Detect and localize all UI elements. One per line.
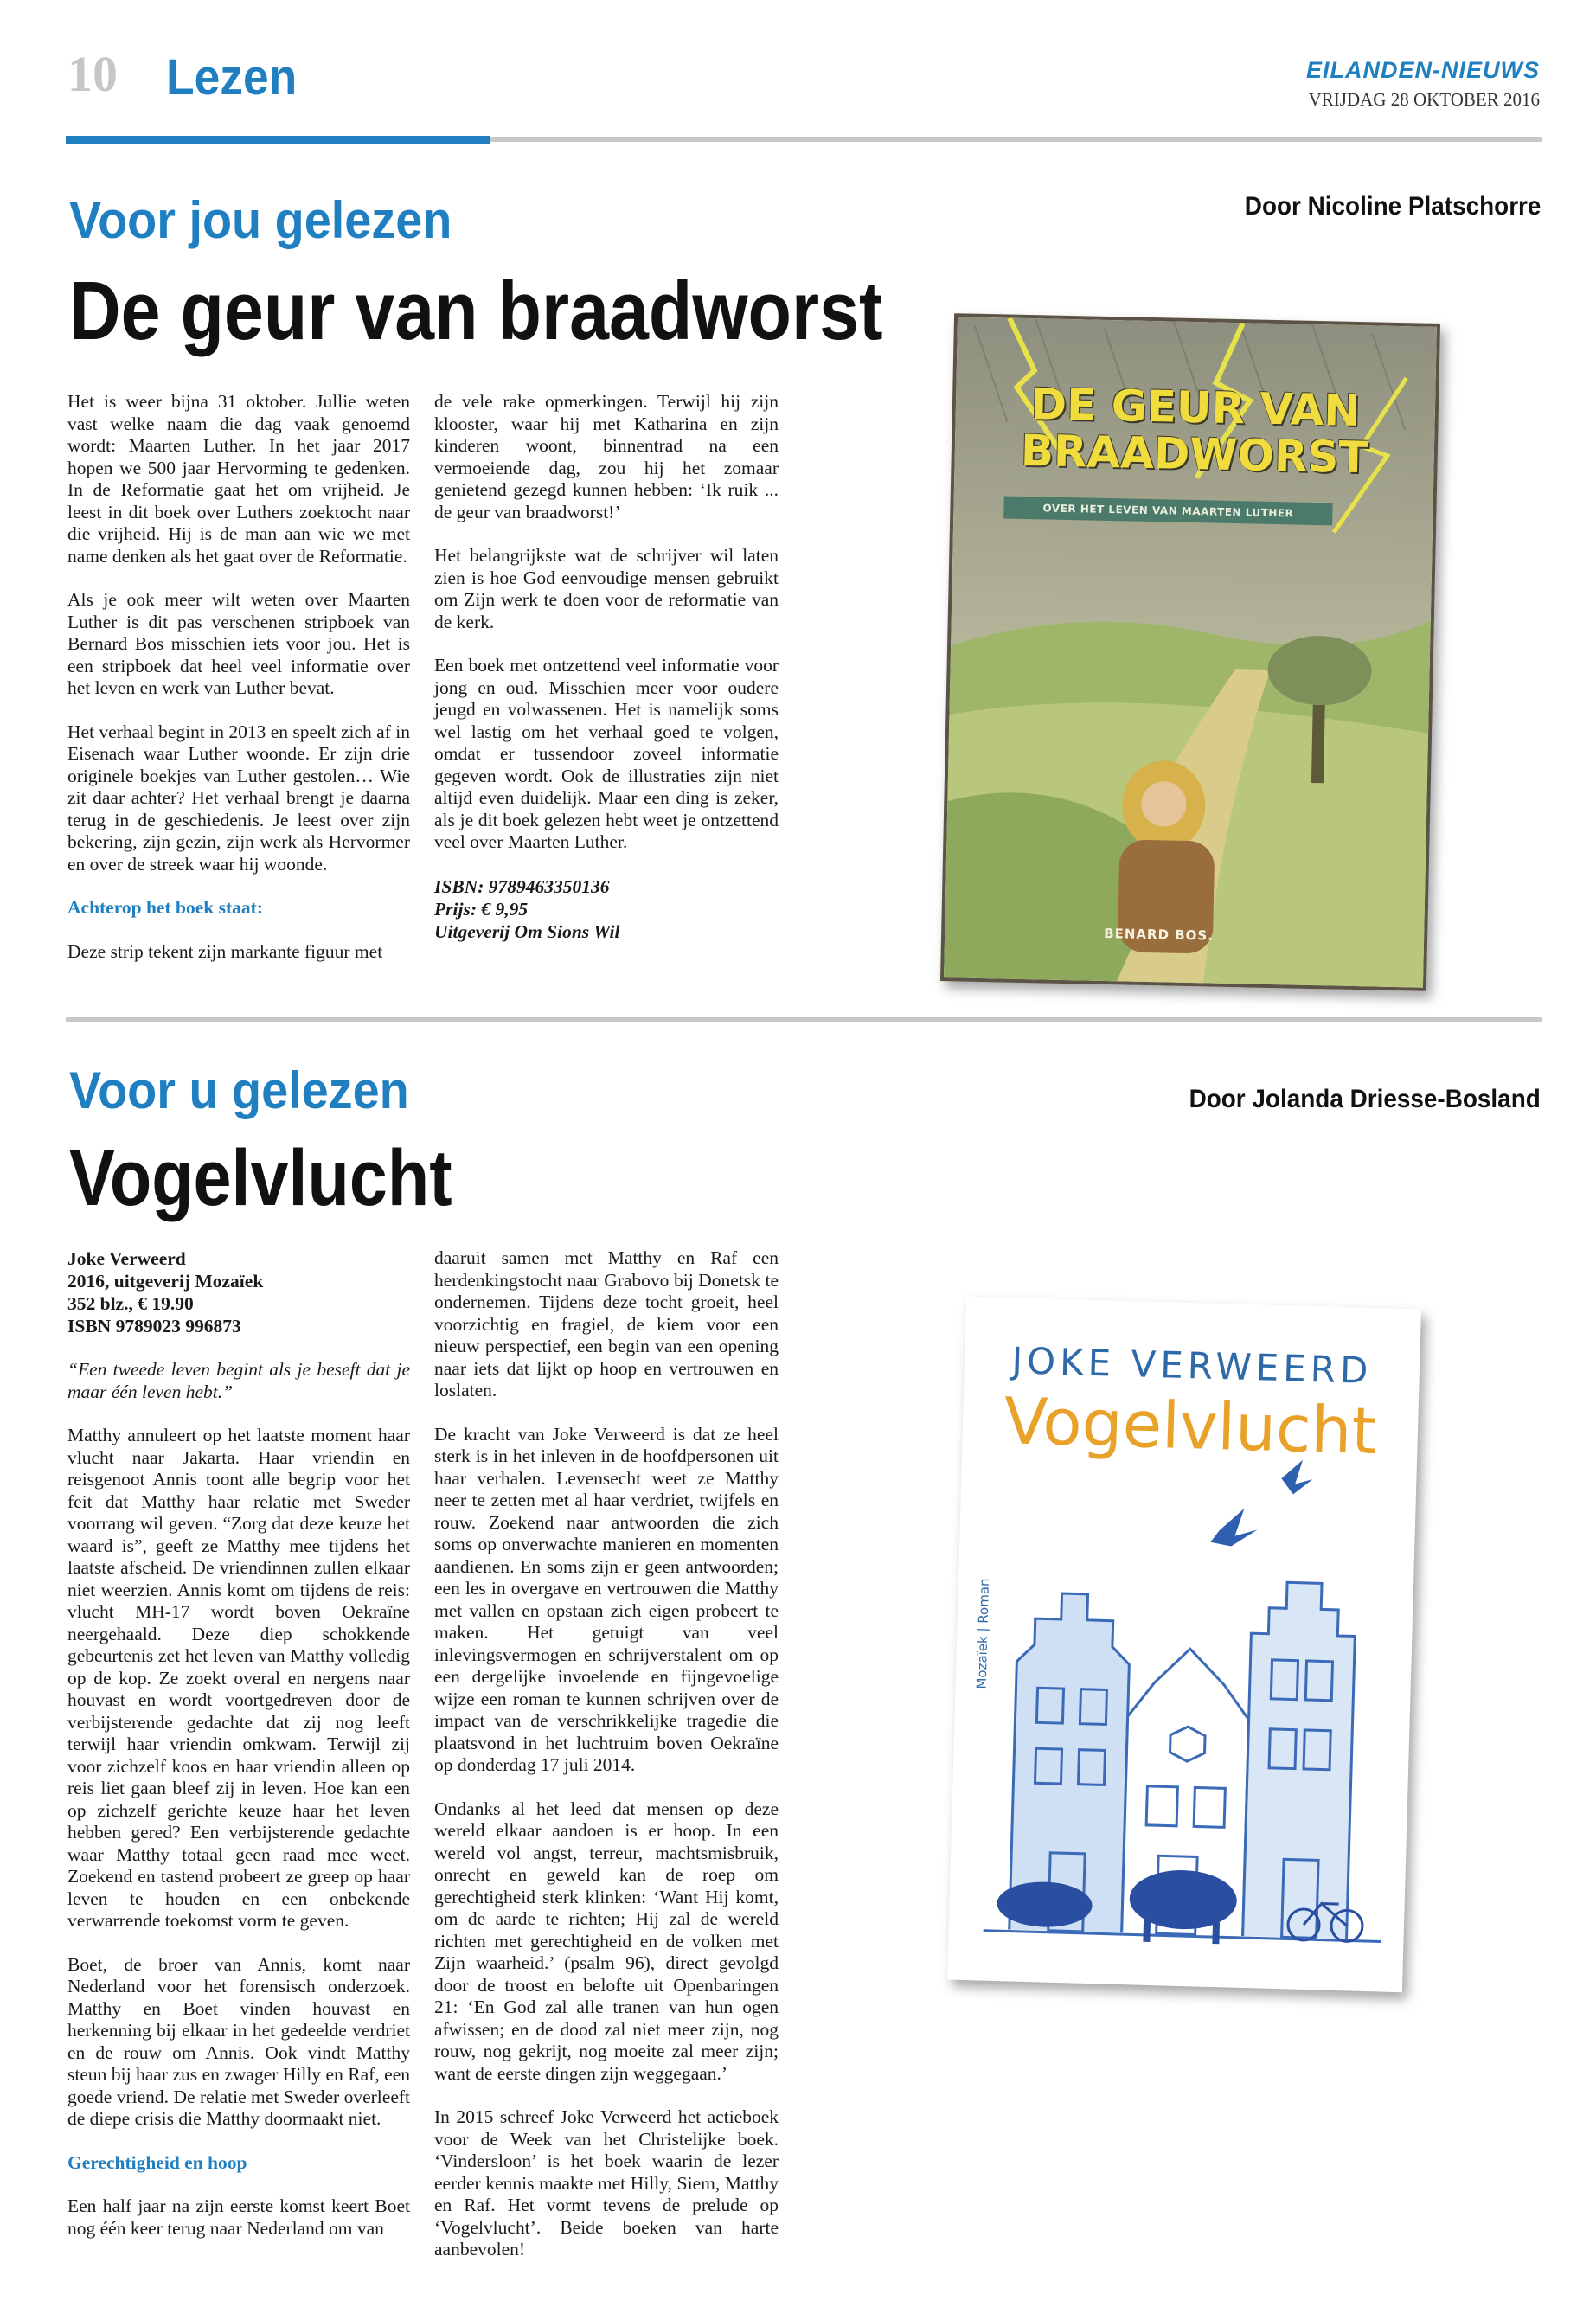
- paragraph: Als je ook meer wilt weten over Maarten Luther is dit pas verschenen stripboek van Bernard Bos misschien iets voor jou. Het is een stripboek dat heel veel informatie over het leven en werk van Luther bevat.: [67, 589, 410, 698]
- masthead-logo: EILANDEN-NIEUWS: [1306, 57, 1540, 83]
- book-quote: “Een tweede leven begint als je beseft dat je maar één leven hebt.”: [67, 1359, 410, 1402]
- book-price: Prijs: € 9,95: [434, 898, 529, 920]
- article-divider: [66, 1017, 1542, 1022]
- paragraph: Het belangrijkste wat de schrijver wil laten zien is hoe God eenvoudige mensen gebruikt om Zijn werk te doen voor de reformatie van de kerk.: [434, 545, 779, 632]
- paragraph: de vele rake opmerkingen. Terwijl hij zijn klooster, waar hij met Katharina en zijn kinderen woont, binnentrad na een vermoeiende dag, zou hij het zomaar genietend gezegd kunnen hebben: ‘Ik ruik ... de geur van braadworst!’: [434, 391, 779, 522]
- article1-column-2: [434, 391, 779, 943]
- book-author: Joke Verweerd: [67, 1248, 186, 1269]
- subheading: Gerechtigheid en hoop: [67, 2151, 247, 2173]
- paragraph: De kracht van Joke Verweerd is dat ze heel sterk is in het inleven in de hoofdpersonen uit haar verhalen. Levensecht weet ze Matthy neer te zetten met al haar verdriet, twijfels en rouw. Zoekend naar antwoorden die zich soms op onverwachte manieren en momenten aandienen. En soms zijn er geen antwoorden; een les in overgave en vertrouwen die Matthy met vallen en opstaan zich eigen probeert te maken. Het getuigt van veel inlevingsvermogen en schrijverstalent om op een dergelijke invoelende en fijngevoelige wijze een roman te kunnen schrijven over de impact van de verschrikkelijke tragedie die plaatsvond in het luchtruim boven Oekraïne op donderdag 17 juli 2014.: [434, 1423, 779, 1775]
- article2-column-1: [67, 1247, 410, 2240]
- article1-kicker: Voor jou gelezen: [69, 191, 452, 249]
- cover-title-line2: BRAADWORST: [1020, 425, 1369, 484]
- article1-byline: Door Nicoline Platschorre: [1244, 192, 1541, 221]
- article2-kicker: Voor u gelezen: [69, 1061, 409, 1119]
- paragraph: In 2015 schreef Joke Verweerd het actieboek voor de Week van het Christelijke boek. ‘Vindersloon’ is het boek waarin de lezer eerder kennis maakte met Hilly, Siem, Matthy en Raf. Het vormt tevens de prelude op ‘Vogelvlucht’. Beide boeken van harte aanbevolen!: [434, 2106, 779, 2259]
- cover-subtitle: OVER HET LEVEN VAN MAARTEN LUTHER: [1003, 496, 1332, 525]
- cover-spine-text: Mozaïek | Roman: [973, 1578, 993, 1689]
- book-isbn: ISBN 9789023 996873: [67, 1316, 241, 1336]
- section-title: Lezen: [166, 49, 298, 106]
- paragraph: Deze strip tekent zijn markante figuur met: [67, 940, 383, 962]
- book-isbn: ISBN: 9789463350136: [434, 875, 610, 897]
- header-rule-accent: [66, 136, 490, 144]
- bird-icon: [1210, 1508, 1258, 1547]
- book-publisher: 2016, uitgeverij Mozaïek: [67, 1271, 264, 1292]
- paragraph: Een half jaar na zijn eerste komst keert Boet nog één keer terug naar Nederland om van: [67, 2195, 410, 2239]
- book-cover-braadworst: [940, 313, 1440, 991]
- book-publisher: Uitgeverij Om Sions Wil: [434, 920, 620, 942]
- article2-byline: Door Jolanda Driesse-Bosland: [1189, 1085, 1541, 1113]
- bird-icon: [1281, 1459, 1313, 1495]
- book-pages-price: 352 blz., € 19.90: [67, 1293, 194, 1314]
- book-cover-vogelvlucht: [947, 1297, 1421, 1992]
- paragraph: Een boek met ontzettend veel informatie voor jong en oud. Misschien meer voor oudere jeugd en volwassenen. Het is namelijk soms wel lastig om het verhaal goed te volgen, omdat er tussendoor zoveel informatie gegeven wordt. Ook de illustraties zijn niet altijd even duidelijk. Maar een ding is zeker, als je dit boek gelezen hebt weet je ontzettend veel over Maarten Luther.: [434, 655, 779, 852]
- subheading: Achterop het boek staat:: [67, 897, 263, 918]
- paragraph: Boet, de broer van Annis, komt naar Nederland voor het forensisch onderzoek. Matthy en Boet vinden houvast en herkenning bij elkaar in het gedeelde verdriet en de rouw om Annis. Ook vindt Matthy steun bij haar zus en zwager Hilly en Raf, een goede vriend. De relatie met Sweder overleeft de diepe crisis die Matthy doormaakt niet.: [67, 1953, 410, 2129]
- article2-column-2: [434, 1247, 779, 2261]
- issue-date: VRIJDAG 28 OKTOBER 2016: [1308, 89, 1540, 110]
- page-number: 10: [67, 46, 118, 102]
- paragraph: daaruit samen met Matthy en Raf een herdenkingstocht naar Grabovo bij Donetsk te ondernemen. Tijdens deze tocht groeit, heel voorzichtig en fragiel, de kiem voor een nieuw perspectief, een begin van een opening naar iets dat lijkt op hoop en vertrouwen en loslaten.: [434, 1247, 779, 1400]
- cover-illustration: [947, 1297, 1421, 1992]
- article1-headline: De geur van braadworst: [69, 265, 883, 357]
- cover-author: BENARD BOS.: [1103, 925, 1215, 944]
- paragraph: Ondanks al het leed dat mensen op deze wereld elkaar aandoen is er hoop. In een wereld vol angst, terreur, machtsmisbruik, onrecht en geweld kan de roep om gerechtigheid sterk klinken: ‘Want Hij komt, om de aarde te richten; Hij zal de wereld richten met gerechtigheid en de volken met Zijn waarheid.’ (psalm 96), direct gevolgd door de troost en belofte uit Openbaringen 21: ‘En God zal alle tranen van hun ogen afwissen; en de dood zal niet meer zijn, nog rouw, nog gekrijt, nog moeite zal meer zijn; want de eerste dingen zijn weggegaan.’: [434, 1798, 779, 2084]
- cover-author: JOKE VERWEERD: [1011, 1339, 1373, 1392]
- paragraph: Het verhaal begint in 2013 en speelt zich af in Eisenach waar Luther woonde. Er zijn drie originele boekjes van Luther gestolen… Wie zit daar achter? Het verhaal brengt je daarna terug in de geschiedenis. Je leest over zijn bekering, zijn gezin, zijn werk als Hervormer en over de streek waar hij woonde.: [67, 721, 410, 875]
- article1-column-1: [67, 391, 410, 963]
- cover-title-line1: DE GEUR VAN: [1030, 379, 1361, 437]
- paragraph: Matthy annuleert op het laatste moment haar vlucht naar Jakarta. Haar vriendin en reisgenoot Annis toont alle begrip voor het feit dat Matthy haar relatie met Sweder voorrang wil geven. “Zorg dat deze keuze het waard is”, geeft ze Matthy mee tijdens het laatste afscheid. De vriendinnen zullen elkaar niet weerzien. Annis komt om tijdens de reis: vlucht MH-17 wordt boven Oekraïne neergehaald. Deze diep schokkende gebeurtenis zet het leven van Matthy volledig op de kop. Ze zoekt overal en nergens naar houvast en wordt voortgedreven door de verbijsterende gedachte dat zij nog leeft terwijl haar vriendin omkwam. Terwijl zij voor zichzelf koos en haar vriendin alleen op reis liet gaan bleef zij in leven. Hoe kan een op zichzelf gerichte keuze haar het leven hebben gered? Een verbijsterende gedachte waar Matthy totaal geen raad mee weet. Zoekend en tastend probeert ze greep op haar leven te houden en een onbekende verwarrende toekomst vorm te geven.: [67, 1425, 410, 1931]
- article2-headline: Vogelvlucht: [69, 1134, 452, 1222]
- cover-title: Vogelvlucht: [1003, 1384, 1378, 1470]
- paragraph: Het is weer bijna 31 oktober. Jullie weten vast welke naam die dag vaak genoemd wordt: Maarten Luther. In het jaar 2017 hopen we 500 jaar Hervorming te gedenken. In de Reformatie gaat het om vrijheid. Je leest in dit boek over Luthers zoektocht naar die vrijheid. Hij is de man aan wie we met name denken als het gaat over de Reformatie.: [67, 391, 410, 567]
